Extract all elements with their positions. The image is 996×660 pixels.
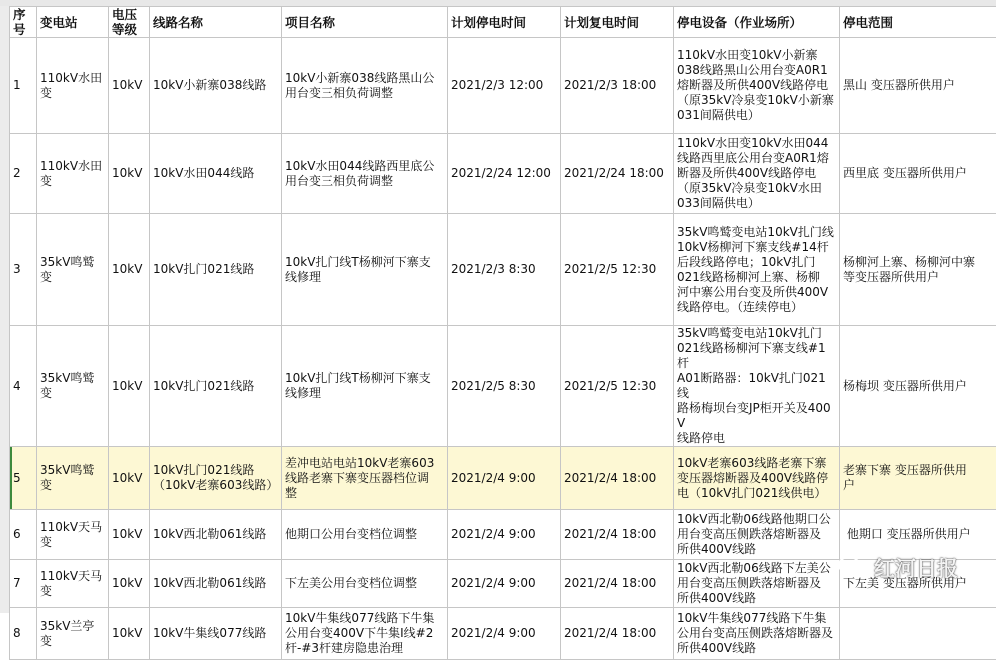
cell-plan-on[interactable]: 2021/2/4 18:00 — [561, 608, 674, 660]
table-row — [10, 214, 996, 326]
cell-seq[interactable]: 1 — [10, 38, 37, 134]
cell-line[interactable]: 10kV牛集线077线路 — [150, 608, 282, 660]
cell-plan-on[interactable]: 2021/2/4 18:00 — [561, 560, 674, 608]
cell-equipment[interactable]: 10kV老寨603线路老寨下寨 变压器熔断器及400V线路停 电（10kV扎门021线供电） — [674, 447, 840, 510]
cell-equipment[interactable]: 10kV西北勒06线路下左美公 用台变高压侧跌落熔断器及 所供400V线路 — [674, 560, 840, 608]
cell-plan-on[interactable]: 2021/2/5 12:30 — [561, 214, 674, 326]
cell-equipment[interactable]: 10kV西北勒06线路他期口公 用台变高压侧跌落熔断器及 所供400V线路 — [674, 510, 840, 560]
cell-line[interactable]: 10kV西北勒061线路 — [150, 510, 282, 560]
cell-plan-on[interactable]: 2021/2/4 18:00 — [561, 447, 674, 510]
header-plan-off[interactable]: 计划停电时间 — [448, 7, 561, 38]
cell-station[interactable]: 110kV天马 变 — [37, 510, 109, 560]
cell-station[interactable]: 35kV鸣鹫变 — [37, 214, 109, 326]
header-voltage[interactable]: 电压 等级 — [109, 7, 150, 38]
cell-plan-off[interactable]: 2021/2/4 9:00 — [448, 560, 561, 608]
cell-project[interactable]: 10kV扎门线T杨柳河下寨支 线修理 — [282, 326, 448, 447]
cell-project[interactable]: 他期口公用台变档位调整 — [282, 510, 448, 560]
cell-project[interactable]: 10kV小新寨038线路黑山公 用台变三相负荷调整 — [282, 38, 448, 134]
cell-station[interactable]: 35kV兰亭变 — [37, 608, 109, 660]
header-scope[interactable]: 停电范围 — [840, 7, 996, 38]
cell-scope[interactable] — [840, 608, 996, 660]
table-row — [10, 608, 996, 660]
cell-line[interactable]: 10kV扎门021线路 （10kV老寨603线路） — [150, 447, 282, 510]
cell-equipment[interactable]: 110kV水田变10kV水田044 线路西里底公用台变A0R1熔 断器及所供400V线路停电 （原35kV冷泉变10kV水田 033间隔供电） — [674, 134, 840, 214]
watermark — [838, 553, 958, 583]
watermark-text: 红河日报 — [874, 553, 958, 583]
cell-voltage[interactable]: 10kV — [109, 38, 150, 134]
table-row — [10, 134, 996, 214]
cell-plan-off[interactable]: 2021/2/24 12:00 — [448, 134, 561, 214]
cell-seq[interactable]: 8 — [10, 608, 37, 660]
cell-plan-off[interactable]: 2021/2/3 8:30 — [448, 214, 561, 326]
cell-line[interactable]: 10kV扎门021线路 — [150, 326, 282, 447]
cell-line[interactable]: 10kV西北勒061线路 — [150, 560, 282, 608]
header-equipment[interactable]: 停电设备（作业场所） — [674, 7, 840, 38]
cell-equipment[interactable]: 110kV水田变10kV小新寨 038线路黑山公用台变A0R1 熔断器及所供400V线路停电 （原35kV冷泉变10kV小新寨 031间隔供电） — [674, 38, 840, 134]
cell-plan-off[interactable]: 2021/2/3 12:00 — [448, 38, 561, 134]
header-station[interactable]: 变电站 — [37, 7, 109, 38]
cell-scope[interactable]: 老寨下寨 变压器所供用 户 — [840, 447, 996, 510]
wechat-logo-icon — [838, 555, 868, 581]
cell-station[interactable]: 35kV鸣鹫变 — [37, 326, 109, 447]
cell-equipment[interactable]: 35kV鸣鹫变电站10kV扎门 021线路杨柳河下寨支线#1杆 A01断路器：10kV扎门021线 路杨梅坝台变JP柜开关及400V 线路停电 — [674, 326, 840, 447]
header-project[interactable]: 项目名称 — [282, 7, 448, 38]
header-row — [10, 7, 996, 38]
cell-seq[interactable]: 2 — [10, 134, 37, 214]
cell-project[interactable]: 10kV扎门线T杨柳河下寨支 线修理 — [282, 214, 448, 326]
header-line[interactable]: 线路名称 — [150, 7, 282, 38]
cell-equipment[interactable]: 10kV牛集线077线路下牛集 公用台变高压侧跌落熔断器及 所供400V线路 — [674, 608, 840, 660]
header-seq[interactable]: 序 号 — [10, 7, 37, 38]
cell-plan-on[interactable]: 2021/2/24 18:00 — [561, 134, 674, 214]
cell-station[interactable]: 110kV水田 变 — [37, 134, 109, 214]
cell-plan-on[interactable]: 2021/2/4 18:00 — [561, 510, 674, 560]
cell-seq[interactable]: 5 — [10, 447, 37, 510]
cell-voltage[interactable]: 10kV — [109, 326, 150, 447]
cell-seq[interactable]: 7 — [10, 560, 37, 608]
cell-line[interactable]: 10kV水田044线路 — [150, 134, 282, 214]
cell-station[interactable]: 110kV水田 变 — [37, 38, 109, 134]
cell-plan-off[interactable]: 2021/2/4 9:00 — [448, 447, 561, 510]
cell-voltage[interactable]: 10kV — [109, 214, 150, 326]
table-row — [10, 326, 996, 447]
cell-project[interactable]: 10kV水田044线路西里底公 用台变三相负荷调整 — [282, 134, 448, 214]
cell-scope[interactable]: 下左美 变压器所供用户 — [840, 560, 996, 608]
cell-voltage[interactable]: 10kV — [109, 510, 150, 560]
cell-project[interactable]: 差冲电站电站10kV老寨603 线路老寨下寨变压器档位调 整 — [282, 447, 448, 510]
cell-voltage[interactable]: 10kV — [109, 608, 150, 660]
cell-project[interactable]: 下左美公用台变档位调整 — [282, 560, 448, 608]
cell-seq[interactable]: 3 — [10, 214, 37, 326]
cell-seq[interactable]: 6 — [10, 510, 37, 560]
cell-equipment[interactable]: 35kV鸣鹫变电站10kV扎门线 10kV杨柳河下寨支线#14杆 后段线路停电；10kV扎门 021线路杨柳河上寨、杨柳 河中寨公用台变及所供400V 线路停电。（连续停电） — [674, 214, 840, 326]
cell-scope[interactable]: 西里底 变压器所供用户 — [840, 134, 996, 214]
cell-plan-on[interactable]: 2021/2/5 12:30 — [561, 326, 674, 447]
cell-project[interactable]: 10kV牛集线077线路下牛集 公用台变400V下牛集Ⅰ线#2 杆-#3杆建房隐患治理 — [282, 608, 448, 660]
cell-line[interactable]: 10kV小新寨038线路 — [150, 38, 282, 134]
cell-scope[interactable]: 杨柳河上寨、杨柳河中寨 等变压器所供用户 — [840, 214, 996, 326]
cell-seq[interactable]: 4 — [10, 326, 37, 447]
table-row-selected — [10, 447, 996, 510]
cell-voltage[interactable]: 10kV — [109, 134, 150, 214]
header-plan-on[interactable]: 计划复电时间 — [561, 7, 674, 38]
cell-plan-on[interactable]: 2021/2/3 18:00 — [561, 38, 674, 134]
table-row — [10, 510, 996, 560]
cell-station[interactable]: 110kV天马 变 — [37, 560, 109, 608]
cell-scope[interactable]: 他期口 变压器所供用户 — [840, 510, 996, 560]
cell-scope[interactable]: 黑山 变压器所供用户 — [840, 38, 996, 134]
cell-plan-off[interactable]: 2021/2/4 9:00 — [448, 510, 561, 560]
cell-voltage[interactable]: 10kV — [109, 447, 150, 510]
cell-voltage[interactable]: 10kV — [109, 560, 150, 608]
cell-plan-off[interactable]: 2021/2/5 8:30 — [448, 326, 561, 447]
cell-scope[interactable]: 杨梅坝 变压器所供用户 — [840, 326, 996, 447]
cell-station[interactable]: 35kV鸣鹫变 — [37, 447, 109, 510]
cell-line[interactable]: 10kV扎门021线路 — [150, 214, 282, 326]
cell-plan-off[interactable]: 2021/2/4 9:00 — [448, 608, 561, 660]
table-row — [10, 38, 996, 134]
